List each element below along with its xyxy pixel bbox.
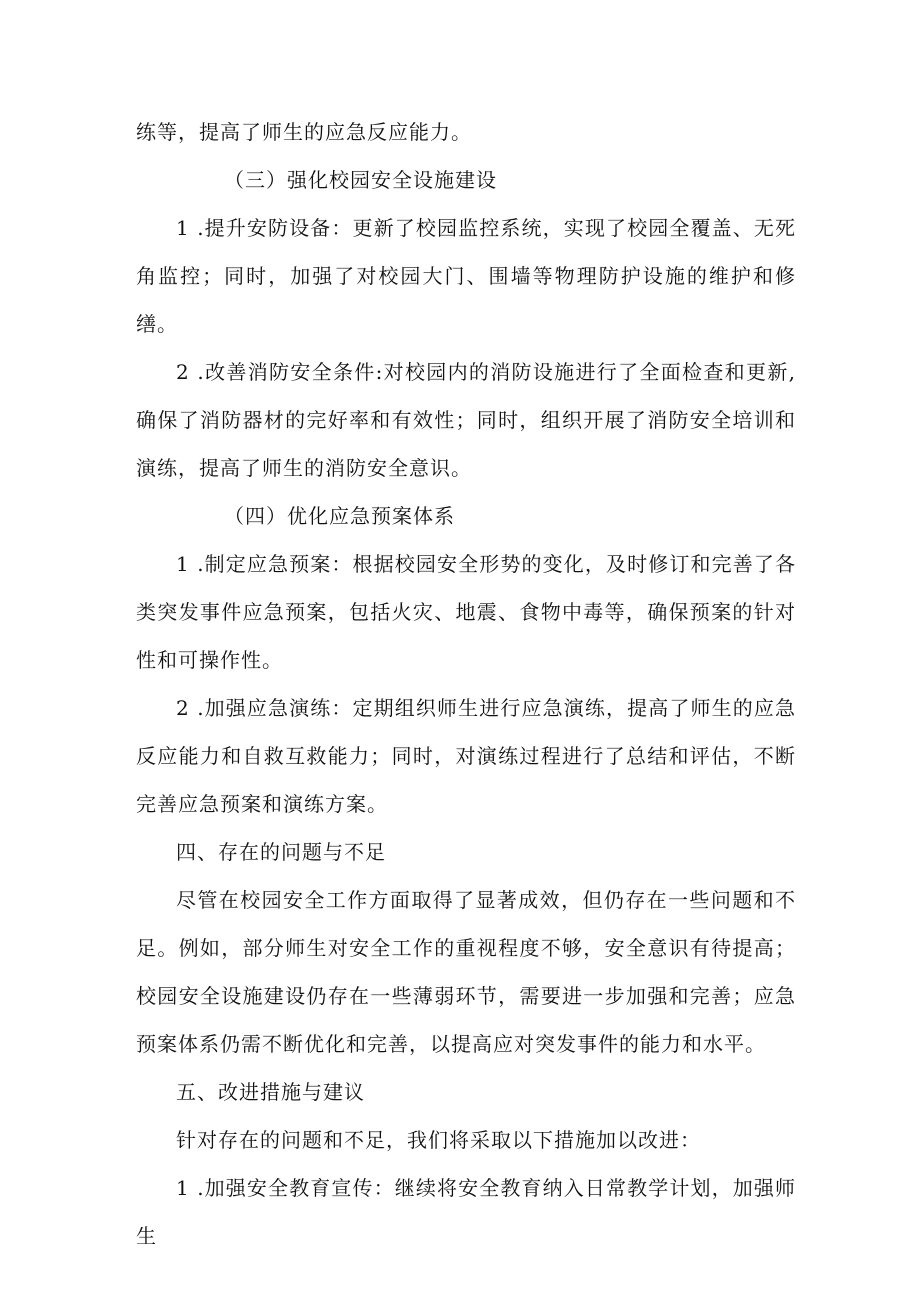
paragraph-emergency-drill: 2 .加强应急演练：定期组织师生进行应急演练，提高了师生的应急反应能力和自救互救能力；同时，对演练过程进行了总结和评估，不断完善应急预案和演练方案。: [136, 696, 796, 816]
paragraph-problems: 尽管在校园安全工作方面取得了显著成效，但仍存在一些问题和不足。例如，部分师生对安全工作的重视程度不够，安全意识有待提高；校园安全设施建设仍存在一些薄弱环节，需要进一步加强和完善；应急预案体系仍需不断优化和完善，以提高应对突发事件的能力和水平。: [136, 888, 796, 1056]
paragraph-continuation: 练等，提高了师生的应急反应能力。: [136, 120, 472, 144]
paragraph-emergency-plan: 1 .制定应急预案：根据校园安全形势的变化，及时修订和完善了各类突发事件应急预案，包括火灾、地震、食物中毒等，确保预案的针对性和可操作性。: [136, 552, 796, 672]
document-body: [136, 108, 796, 1260]
paragraph-safety-education: 1 .加强安全教育宣传：继续将安全教育纳入日常教学计划，加强师生: [136, 1176, 796, 1248]
subheading-3: （三）强化校园安全设施建设: [224, 168, 497, 192]
paragraph-fire-safety: 2 .改善消防安全条件:对校园内的消防设施进行了全面检查和更新,确保了消防器材的完好率和有效性；同时，组织开展了消防安全培训和演练，提高了师生的消防安全意识。: [136, 360, 796, 480]
paragraph-security-equipment: 1 .提升安防设备：更新了校园监控系统，实现了校园全覆盖、无死角监控；同时，加强了对校园大门、围墙等物理防护设施的维护和修缮。: [136, 216, 796, 336]
subheading-4: （四）优化应急预案体系: [224, 504, 455, 528]
section-heading-improvements: 五、改进措施与建议: [176, 1080, 365, 1104]
paragraph-improvements-intro: 针对存在的问题和不足，我们将采取以下措施加以改进：: [176, 1128, 701, 1152]
section-heading-problems: 四、存在的问题与不足: [176, 840, 386, 864]
